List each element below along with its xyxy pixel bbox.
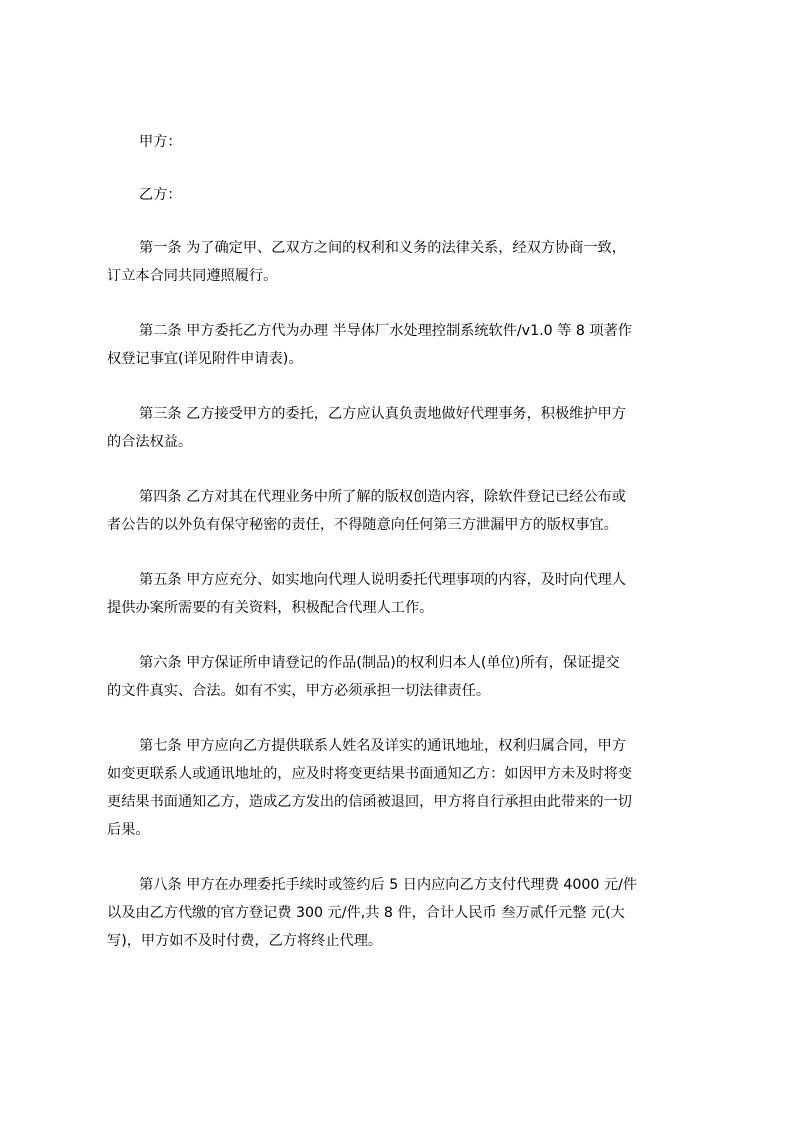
article-line: 更结果书面通知乙方，造成乙方发出的信函被退回，甲方将自行承担由此带来的一切 (107, 794, 632, 810)
article-line: 第七条 甲方应向乙方提供联系人姓名及详实的通讯地址，权利归属合同，甲方 (139, 738, 626, 754)
article-line: 提供办案所需要的有关资料，积极配合代理人工作。 (107, 600, 434, 616)
article-line: 第三条 乙方接受甲方的委托，乙方应认真负责地做好代理事务，积极维护甲方 (139, 406, 626, 422)
article-8 (107, 871, 699, 955)
article-3 (107, 400, 699, 456)
article-line: 第四条 乙方对其在代理业务中所了解的版权创造内容，除软件登记已经公布或 (139, 489, 626, 505)
article-line: 订立本合同共同遵照履行。 (107, 268, 278, 284)
article-line: 者公告的以外负有保守秘密的责任，不得随意向任何第三方泄漏甲方的版权事宜。 (107, 517, 618, 533)
article-line: 以及由乙方代缴的官方登记费 300 元/件,共 8 件，合计人民币 叁万贰仟元整 元(大 (107, 905, 625, 921)
article-line: 后果。 (107, 822, 150, 838)
article-5 (107, 566, 699, 622)
article-2 (107, 317, 699, 373)
article-line: 第一条 为了确定甲、乙双方之间的权利和义务的法律关系，经双方协商一致， (139, 240, 626, 256)
party-b-label: 乙方： (139, 187, 182, 203)
article-7 (107, 732, 699, 844)
article-line: 如变更联系人或通讯地址的，应及时将变更结果书面通知乙方：如因甲方未及时将变 (107, 766, 632, 782)
article-line: 第六条 甲方保证所申请登记的作品(制品)的权利归本人(单位)所有，保证提交 (139, 655, 620, 671)
article-line: 权登记事宜(详见附件申请表)。 (107, 351, 303, 367)
article-line: 的合法权益。 (107, 434, 193, 450)
article-6 (107, 649, 699, 705)
article-line: 的文件真实、合法。如有不实，甲方必须承担一切法律责任。 (107, 683, 491, 699)
article-4 (107, 483, 699, 539)
party-a-label: 甲方： (139, 134, 182, 150)
contract-body (107, 128, 699, 982)
article-line: 第五条 甲方应充分、如实地向代理人说明委托代理事项的内容，及时向代理人 (139, 572, 626, 588)
article-line: 第二条 甲方委托乙方代为办理 半导体厂水处理控制系统软件/v1.0 等 8 项著作 (139, 323, 632, 339)
article-line: 写)，甲方如不及时付费，乙方将终止代理。 (107, 933, 383, 949)
article-line: 第八条 甲方在办理委托手续时或签约后 5 日内应向乙方支付代理费 4000 元/件 (139, 877, 638, 893)
article-1 (107, 234, 699, 290)
